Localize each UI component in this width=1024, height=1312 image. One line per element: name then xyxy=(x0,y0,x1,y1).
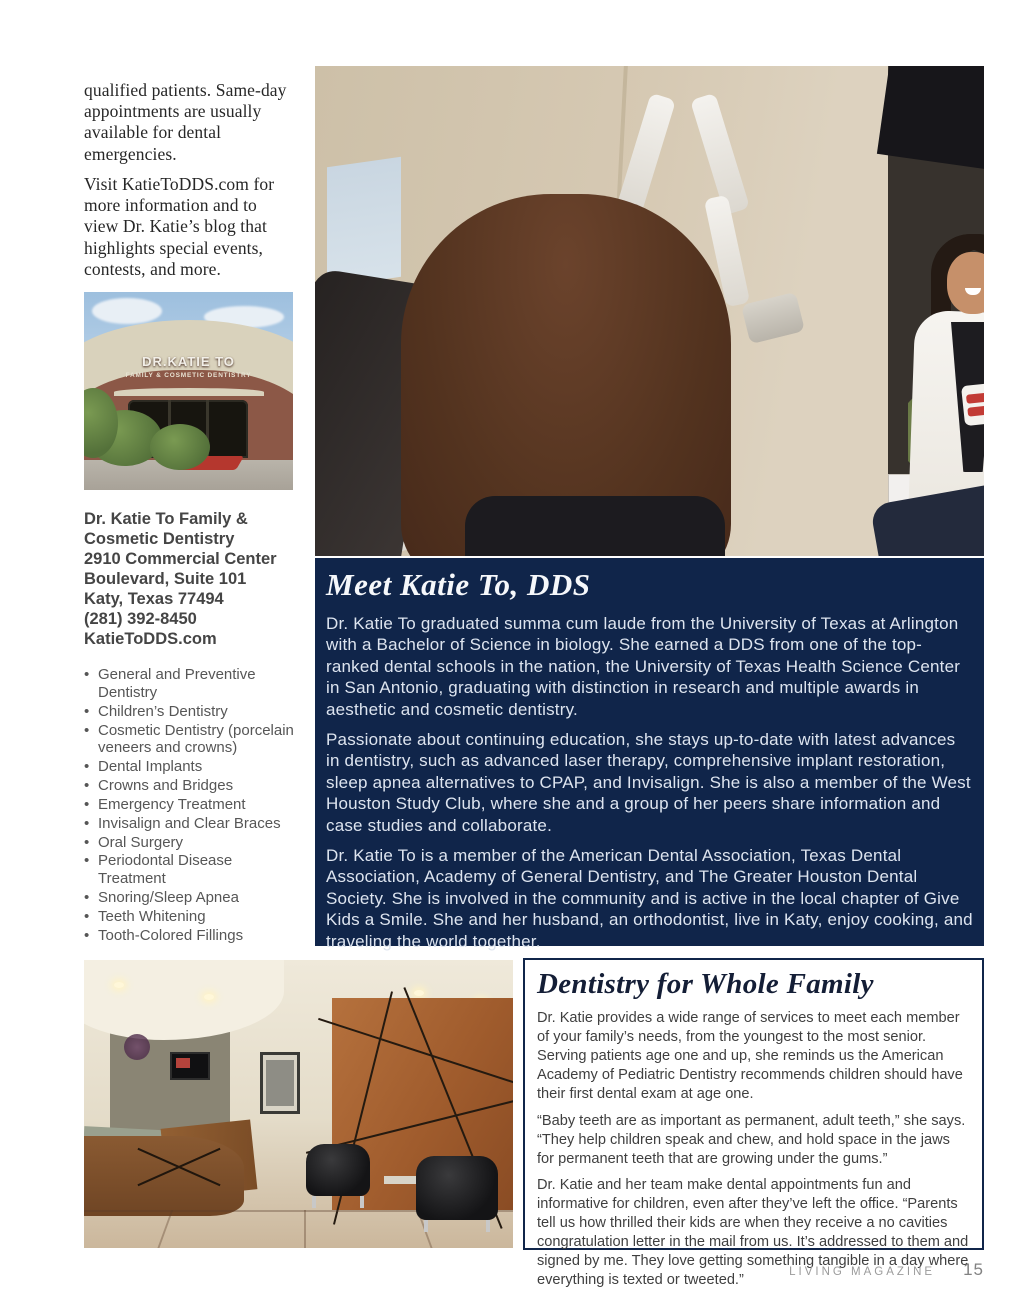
ceiling-light xyxy=(204,994,214,1000)
reception-desk-front xyxy=(84,1136,244,1216)
ceiling-light xyxy=(414,990,424,996)
chair-leg xyxy=(360,1196,364,1208)
chair-leg xyxy=(312,1196,316,1208)
lobby-chair xyxy=(306,1144,370,1196)
side-table xyxy=(384,1176,418,1184)
page-number: 15 xyxy=(963,1260,984,1279)
services-list xyxy=(84,666,296,946)
box-paragraph: Dr. Katie provides a wide range of services to meet each member of your family’s needs, from the youngest to the most senior. Serving patients age one and up, she reminds us the American Academy of Pediatric Dentistry recommends children should have their first dental exam at age one. xyxy=(537,1010,963,1103)
lobby-chair xyxy=(416,1156,498,1220)
page-footer xyxy=(789,1260,984,1280)
service-item: • Teeth Whitening xyxy=(84,908,296,926)
framed-artwork-photo xyxy=(266,1060,294,1106)
wall-accent-line xyxy=(318,1018,513,1100)
practice-contact-block xyxy=(84,510,294,650)
service-item: • Dental Implants xyxy=(84,758,296,776)
service-item: • Periodontal Disease Treatment xyxy=(84,852,296,888)
bush-shape xyxy=(150,424,210,470)
building-exterior-photo xyxy=(84,292,293,490)
dentist-with-patient-photo xyxy=(315,66,984,556)
panel-paragraph: Dr. Katie To is a member of the American Dental Association, Texas Dental Association, Academy of General Dentistry, and The Greater Houston Dental Society. She is involved in the community and is active in the local chapter of Give Kids a Smile. She and her husband, an orthodontist, live in Katy, enjoy cooking, and traveling the world together. xyxy=(326,846,973,951)
service-item: • Snoring/Sleep Apnea xyxy=(84,889,296,907)
magazine-name: LIVING MAGAZINE xyxy=(789,1266,936,1278)
window-pane xyxy=(327,157,401,287)
cloud-shape xyxy=(92,298,162,324)
intro-paragraph-2: Visit KatieToDDS.com for more information and to view Dr. Katie’s blog that highlights special events, contests, and more. xyxy=(84,174,275,279)
practice-name-line: Dr. Katie To Family & xyxy=(84,510,248,528)
building-awning-band xyxy=(114,388,264,396)
practice-logo-mark xyxy=(124,1034,150,1060)
service-item: • Invisalign and Clear Braces xyxy=(84,815,296,833)
ceiling-light xyxy=(114,982,124,988)
xray-head-unit xyxy=(741,292,805,344)
building-sign-name: DR.KATIE TO xyxy=(142,354,235,369)
service-item: • Emergency Treatment xyxy=(84,796,296,814)
wall-tv-screen xyxy=(877,66,984,169)
panel-paragraph: Passionate about continuing education, she stays up-to-date with latest advances in dentistry, such as advanced laser therapy, comprehensive implant restoration, sleep apnea alternatives to CPAP, and Invisalign. She is also a member of the West Houston Study Club, where she and a group of her peers share information and case studies and collaborate. xyxy=(326,730,971,835)
panel-paragraph: Dr. Katie To graduated summa cum laude from the University of Texas at Arlington with a Bachelor of Science in biology. She earned a DDS from one of the top-ranked dental schools in the nation, the University of Texas Health Science Center in San Antonio, graduating with distinction in research and multiple awards in aesthetic and cosmetic dentistry. xyxy=(326,614,961,719)
address-line: Katy, Texas 77494 xyxy=(84,589,224,608)
chair-leg xyxy=(424,1220,428,1232)
box-heading: Dentistry for Whole Family xyxy=(537,968,874,1000)
address-line: Boulevard, Suite 101 xyxy=(84,569,247,588)
service-item: • Oral Surgery xyxy=(84,834,296,852)
chair-leg xyxy=(486,1220,490,1232)
floor-tile-line xyxy=(304,1210,306,1248)
box-paragraph: “Baby teeth are as important as permanent, adult teeth,” she says. “They help children speak and chew, and hold space in the jaws for permanent teeth that are growing under the gums.” xyxy=(537,1112,966,1167)
reception-tv-screen xyxy=(176,1058,190,1068)
practice-name-line: Cosmetic Dentistry xyxy=(84,529,235,548)
service-item: • General and Preventive Dentistry xyxy=(84,666,296,702)
address-line: 2910 Commercial Center xyxy=(84,549,277,568)
intro-paragraph-1: qualified patients. Same-day appointments are usually available for dental emergencies. xyxy=(84,80,287,164)
box-paragraph: Dr. Katie and her team make dental appointments fun and informative for children, even after they’ve left the office. “Parents tell us how thrilled their kids are when they receive a no cavities congratulation letter in the mail from us. It’s addressed to them and signed by me. They love getting something tangible in a day where everything is texted or tweeted.” xyxy=(537,1176,969,1289)
service-item: • Children’s Dentistry xyxy=(84,703,296,721)
website-url: KatieToDDS.com xyxy=(84,629,217,648)
service-item: • Tooth-Colored Fillings xyxy=(84,927,296,945)
panel-heading: Meet Katie To, DDS xyxy=(326,567,591,602)
patient-shoulders xyxy=(465,496,725,556)
office-interior-photo xyxy=(84,960,513,1248)
meet-katie-panel xyxy=(315,558,984,951)
dentist-face xyxy=(947,252,984,314)
service-item: • Crowns and Bridges xyxy=(84,777,296,795)
service-item: • Cosmetic Dentistry (porcelain veneers and crowns) xyxy=(84,722,296,758)
teeth-model xyxy=(961,382,984,426)
building-sign-subtitle: FAMILY & COSMETIC DENTISTRY xyxy=(125,372,252,379)
phone-number: (281) 392-8450 xyxy=(84,609,197,628)
